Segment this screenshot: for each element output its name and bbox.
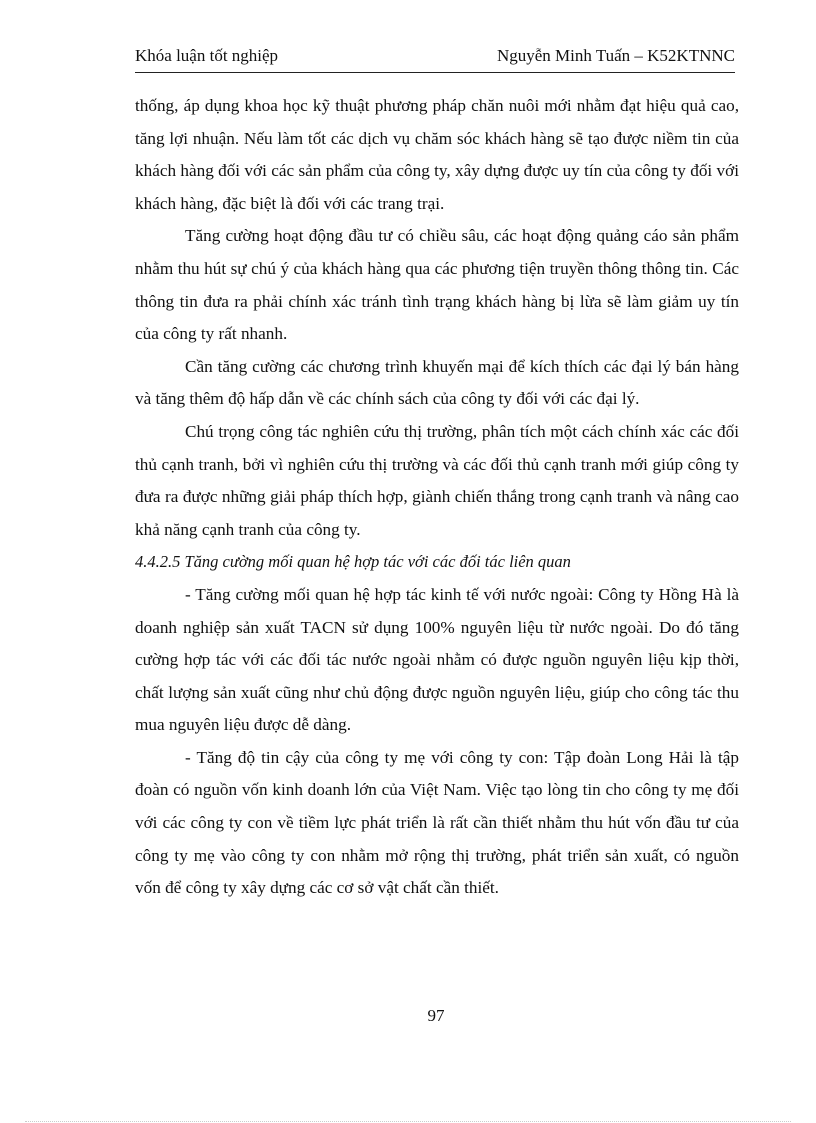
header-author: Nguyễn Minh Tuấn – K52KTNNC xyxy=(496,46,735,65)
paragraph-continuation: thống, áp dụng khoa học kỹ thuật phương pháp chăn nuôi mới nhằm đạt hiệu quả cao, tăng lợi nhuận. Nếu làm tốt các dịch vụ chăm sóc khách hàng sẽ tạo được niềm tin của khách hàng đối với các sản phẩm của công ty, xây dựng được uy tín của công ty đối với khách hàng, đặc biệt là đối với các trang trại. xyxy=(135,96,739,213)
header-document-title: Khóa luận tốt nghiệp xyxy=(135,46,279,65)
section-heading: 4.4.2.5 Tăng cường mối quan hệ hợp tác với các đối tác liên quan xyxy=(135,552,571,572)
document-body xyxy=(135,90,739,905)
paragraph-foreign-cooperation: - Tăng cường mối quan hệ hợp tác kinh tế với nước ngoài: Công ty Hồng Hà là doanh nghiệp sản xuất TACN sử dụng 100% nguyên liệu từ nước ngoài. Do đó tăng cường hợp tác với các đối tác nước ngoài nhằm có được nguồn nguyên liệu kịp thời, chất lượng sản xuất cũng như chủ động được nguồn nguyên liệu, giúp cho công tác thu mua nguyên liệu được dễ dàng. xyxy=(135,584,739,735)
paragraph-market-research: Chú trọng công tác nghiên cứu thị trường, phân tích một cách chính xác các đối thủ cạnh tranh, bởi vì nghiên cứu thị trường và các đối thủ cạnh tranh mới giúp công ty đưa ra được những giải pháp thích hợp, giành chiến thắng trong cạnh tranh và nâng cao khả năng cạnh tranh của công ty. xyxy=(135,421,739,539)
paragraph-investment: Tăng cường hoạt động đầu tư có chiều sâu, các hoạt động quảng cáo sản phẩm nhằm thu hút sự chú ý của khách hàng qua các phương tiện truyền thông thông tin. Các thông tin đưa ra phải chính xác tránh tình trạng khách hàng bị lừa sẽ làm giảm uy tín của công ty rất nhanh. xyxy=(135,226,739,344)
page-header xyxy=(135,46,735,73)
page-bottom-divider xyxy=(25,1121,791,1122)
paragraph-promotion: Cần tăng cường các chương trình khuyến mại để kích thích các đại lý bán hàng và tăng thêm độ hấp dẫn về các chính sách của công ty đối với các đại lý. xyxy=(135,356,739,409)
page-number: 97 xyxy=(427,1006,445,1025)
paragraph-parent-company: - Tăng độ tin cậy của công ty mẹ với công ty con: Tập đoàn Long Hải là tập đoàn có nguồn vốn kinh doanh lớn của Việt Nam. Việc tạo lòng tin cho công ty mẹ đối với các công ty con về tiềm lực phát triển là rất cần thiết nhằm thu hút vốn đầu tư của công ty mẹ vào công ty con nhằm mở rộng thị trường, phát triển sản xuất, có nguồn vốn để công ty xây dựng các cơ sở vật chất cần thiết. xyxy=(135,747,739,898)
